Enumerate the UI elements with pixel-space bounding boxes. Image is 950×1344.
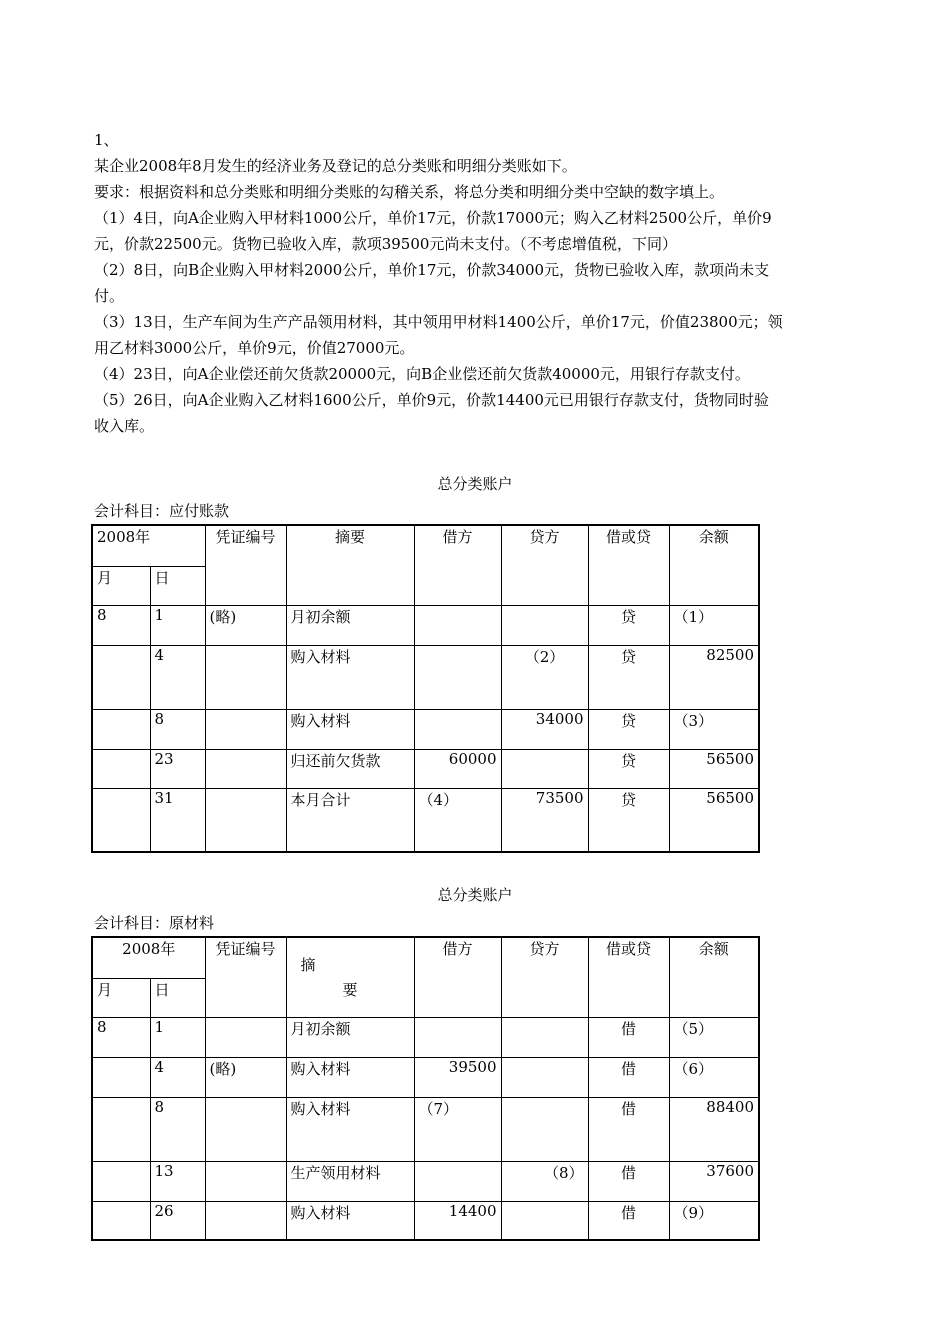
- problem-number: 1、: [94, 131, 119, 149]
- table-row: [92, 1161, 759, 1201]
- item-2-line-2: 付。: [94, 287, 125, 305]
- cell-dc: 借: [588, 1097, 669, 1161]
- ledger2-summary-header-part1: 摘: [300, 956, 316, 975]
- cell-day: 4: [150, 1057, 205, 1097]
- cell-dc: 贷: [588, 749, 669, 788]
- ledger2-header-row-1: [92, 937, 759, 978]
- cell-balance: （6）: [669, 1057, 759, 1097]
- cell-dc: 借: [588, 1057, 669, 1097]
- cell-day: 1: [150, 1017, 205, 1057]
- cell-dc: 贷: [588, 788, 669, 852]
- cell-debit: [414, 605, 501, 645]
- ledger1-dc-header: 借或贷: [588, 525, 669, 605]
- cell-summary: 购入材料: [286, 1097, 414, 1161]
- cell-debit: 60000: [414, 749, 501, 788]
- ledger2-dc-header: 借或贷: [588, 937, 669, 1017]
- cell-debit: [414, 1161, 501, 1201]
- cell-month: [92, 788, 150, 852]
- cell-dc: 贷: [588, 709, 669, 749]
- ledger2-credit-header: 贷方: [501, 937, 588, 1017]
- cell-balance: 56500: [669, 749, 759, 788]
- cell-dc: 借: [588, 1161, 669, 1201]
- table-row: [92, 1017, 759, 1057]
- cell-credit: [501, 749, 588, 788]
- cell-debit: [414, 645, 501, 709]
- ledger1-header-row-1: [92, 525, 759, 566]
- cell-month: [92, 1057, 150, 1097]
- cell-day: 13: [150, 1161, 205, 1201]
- cell-dc: 贷: [588, 645, 669, 709]
- ledger1-subject: 会计科目：应付账款: [94, 502, 230, 520]
- item-3-line-1: （3）13日，生产车间为生产产品领用材料，其中领用甲材料1400公斤，单价17元，价值23800元；领: [94, 313, 783, 331]
- cell-summary: 生产领用材料: [286, 1161, 414, 1201]
- ledger2-year-header: 2008年: [92, 937, 205, 978]
- item-5-line-1: （5）26日，向A企业购入乙材料1600公斤，单价9元，价款14400元已用银行存款支付，货物同时验: [94, 391, 769, 409]
- cell-voucher: [205, 1161, 286, 1201]
- cell-dc: 借: [588, 1017, 669, 1057]
- cell-day: 23: [150, 749, 205, 788]
- cell-credit: [501, 1017, 588, 1057]
- table-row: [92, 709, 759, 749]
- ledger2-debit-header: 借方: [414, 937, 501, 1017]
- cell-voucher: [205, 1017, 286, 1057]
- cell-debit: [414, 709, 501, 749]
- cell-month: [92, 749, 150, 788]
- ledger1-summary-header: 摘要: [286, 525, 414, 605]
- ledger1-day-header: 日: [150, 566, 205, 605]
- item-5-line-2: 收入库。: [94, 417, 155, 435]
- cell-month: [92, 1097, 150, 1161]
- cell-summary: 购入材料: [286, 709, 414, 749]
- item-1-line-1: （1）4日，向A企业购入甲材料1000公斤，单价17元，价款17000元；购入乙材料2500公斤，单价9: [94, 209, 772, 227]
- table-row: [92, 788, 759, 852]
- cell-credit: [501, 1201, 588, 1240]
- cell-voucher: (略): [205, 1057, 286, 1097]
- cell-summary: 购入材料: [286, 645, 414, 709]
- item-2-line-1: （2）8日，向B企业购入甲材料2000公斤，单价17元，价款34000元，货物已验收入库，款项尚未支: [94, 261, 770, 279]
- cell-credit: （8）: [501, 1161, 588, 1201]
- cell-credit: [501, 605, 588, 645]
- ledger1-year-header: 2008年: [92, 525, 205, 566]
- cell-debit: 14400: [414, 1201, 501, 1240]
- cell-day: 8: [150, 709, 205, 749]
- cell-balance: （5）: [669, 1017, 759, 1057]
- cell-month: [92, 1161, 150, 1201]
- ledger1-voucher-header: 凭证编号: [205, 525, 286, 605]
- item-1-line-2: 元，价款22500元。货物已验收入库，款项39500元尚未支付。（不考虑增值税，下同）: [94, 235, 677, 253]
- cell-summary: 归还前欠货款: [286, 749, 414, 788]
- cell-credit: 73500: [501, 788, 588, 852]
- cell-summary: 本月合计: [286, 788, 414, 852]
- ledger2-summary-header-part2: 要: [342, 981, 358, 1000]
- table-row: [92, 645, 759, 709]
- cell-voucher: [205, 749, 286, 788]
- cell-month: 8: [92, 605, 150, 645]
- cell-voucher: [205, 709, 286, 749]
- cell-month: [92, 709, 150, 749]
- cell-summary: 月初余额: [286, 1017, 414, 1057]
- cell-day: 26: [150, 1201, 205, 1240]
- cell-dc: 借: [588, 1201, 669, 1240]
- cell-debit: （7）: [414, 1097, 501, 1161]
- cell-month: [92, 1201, 150, 1240]
- requirement-text: 要求：根据资料和总分类账和明细分类账的勾稽关系，将总分类和明细分类中空缺的数字填上。: [94, 183, 725, 201]
- cell-day: 8: [150, 1097, 205, 1161]
- cell-summary: 购入材料: [286, 1057, 414, 1097]
- ledger2-voucher-header: 凭证编号: [205, 937, 286, 1017]
- ledger1-credit-header: 贷方: [501, 525, 588, 605]
- cell-summary: 月初余额: [286, 605, 414, 645]
- cell-dc: 贷: [588, 605, 669, 645]
- cell-month: 8: [92, 1017, 150, 1057]
- cell-voucher: [205, 645, 286, 709]
- intro-text: 某企业2008年8月发生的经济业务及登记的总分类账和明细分类账如下。: [94, 157, 577, 175]
- ledger2-summary-header: [286, 937, 414, 1017]
- ledger2-table: [91, 936, 760, 1241]
- ledger2-balance-header: 余额: [669, 937, 759, 1017]
- cell-balance: （9）: [669, 1201, 759, 1240]
- cell-debit: （4）: [414, 788, 501, 852]
- table-row: [92, 1097, 759, 1161]
- item-4-line-1: （4）23日，向A企业偿还前欠货款20000元，向B企业偿还前欠货款40000元，用银行存款支付。: [94, 365, 750, 383]
- cell-day: 1: [150, 605, 205, 645]
- cell-credit: [501, 1097, 588, 1161]
- cell-credit: （2）: [501, 645, 588, 709]
- problem-text: [94, 127, 864, 439]
- ledger1-month-header: 月: [92, 566, 150, 605]
- ledger2-title: 总分类账户: [437, 886, 513, 904]
- cell-debit: [414, 1017, 501, 1057]
- cell-voucher: [205, 1201, 286, 1240]
- cell-balance: 37600: [669, 1161, 759, 1201]
- cell-credit: [501, 1057, 588, 1097]
- cell-voucher: [205, 788, 286, 852]
- cell-balance: 82500: [669, 645, 759, 709]
- table-row: [92, 1201, 759, 1240]
- cell-voucher: (略): [205, 605, 286, 645]
- ledger2-day-header: 日: [150, 978, 205, 1017]
- cell-credit: 34000: [501, 709, 588, 749]
- ledger2-month-header: 月: [92, 978, 150, 1017]
- table-row: [92, 749, 759, 788]
- item-3-line-2: 用乙材料3000公斤，单价9元，价值27000元。: [94, 339, 415, 357]
- cell-balance: 88400: [669, 1097, 759, 1161]
- cell-debit: 39500: [414, 1057, 501, 1097]
- cell-summary: 购入材料: [286, 1201, 414, 1240]
- ledger1-balance-header: 余额: [669, 525, 759, 605]
- table-row: [92, 605, 759, 645]
- cell-month: [92, 645, 150, 709]
- table-row: [92, 1057, 759, 1097]
- cell-day: 31: [150, 788, 205, 852]
- cell-balance: 56500: [669, 788, 759, 852]
- ledger2-subject: 会计科目：原材料: [94, 914, 215, 932]
- cell-voucher: [205, 1097, 286, 1161]
- ledger1-table: [91, 524, 760, 853]
- ledger1-debit-header: 借方: [414, 525, 501, 605]
- cell-balance: （3）: [669, 709, 759, 749]
- ledger1-title: 总分类账户: [437, 475, 513, 493]
- cell-balance: （1）: [669, 605, 759, 645]
- cell-day: 4: [150, 645, 205, 709]
